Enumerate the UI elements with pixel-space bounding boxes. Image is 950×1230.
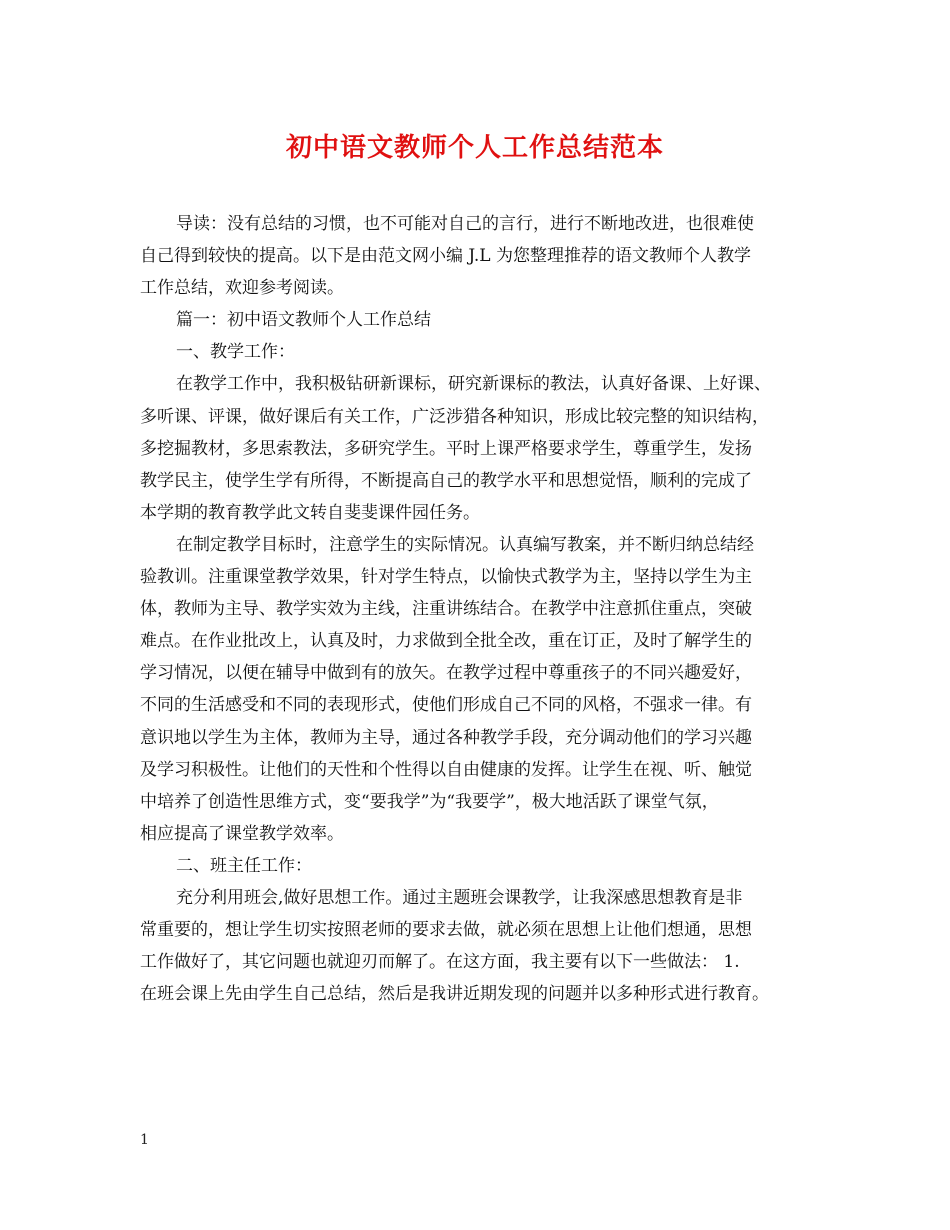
body-line: 充分利用班会,做好思想工作。通过主题班会课教学，让我深感思想教育是非: [176, 887, 743, 908]
body-line: 在制定教学目标时，注意学生的实际情况。认真编写教案，并不断归纳总结经: [176, 534, 754, 555]
section-heading: 一、教学工作：: [176, 342, 295, 363]
body-line: 多挖掘教材，多思索教法，多研究学生。平时上课严格要求学生，尊重学生，发扬: [140, 438, 752, 459]
body-line: 工作做好了，其它问题也就迎刃而解了。在这方面，我主要有以下一些做法： 1.: [140, 952, 740, 973]
body-line: 教学民主，使学生学有所得，不断提高自己的教学水平和思想觉悟，顺利的完成了: [140, 470, 752, 491]
body-line: 难点。在作业批改上，认真及时，力求做到全批全改，重在订正，及时了解学生的: [140, 631, 752, 652]
body-line: 常重要的，想让学生切实按照老师的要求去做，就必须在思想上让他们想通，思想: [140, 920, 752, 941]
body-line: 验教训。注重课堂教学效果，针对学生特点，以愉快式教学为主，坚持以学生为主: [140, 567, 752, 588]
body-line: 相应提高了课堂教学效率。: [140, 823, 344, 844]
body-line: 本学期的教育教学此文转自斐斐课件园任务。: [140, 502, 480, 523]
body-line: 体，教师为主导、教学实效为主线，注重讲练结合。在教学中注意抓住重点，突破: [140, 599, 752, 620]
body-line: 在教学工作中，我积极钻研新课标，研究新课标的教法，认真好备课、上好课、: [176, 374, 771, 395]
body-line: 在班会课上先由学生自己总结，然后是我讲近期发现的问题并以多种形式进行教育。: [140, 984, 769, 1005]
body-line: 工作总结，欢迎参考阅读。: [140, 278, 344, 299]
page-number: 1: [140, 1132, 149, 1148]
document-body: [140, 208, 812, 1010]
body-line: 中培养了创造性思维方式，变“要我学”为“我要学”，极大地活跃了课堂气氛，: [140, 791, 719, 812]
body-line: 意识地以学生为主体，教师为主导，通过各种教学手段，充分调动他们的学习兴趣: [140, 727, 752, 748]
body-line: 自己得到较快的提高。以下是由范文网小编 J.L 为您整理推荐的语文教师个人教学: [140, 246, 751, 267]
body-line: 多听课、评课，做好课后有关工作，广泛涉猎各种知识，形成比较完整的知识结构，: [140, 406, 769, 427]
section-heading: 二、班主任工作：: [176, 855, 312, 876]
body-line: 不同的生活感受和不同的表现形式，使他们形成自己不同的风格，不强求一律。有: [140, 695, 752, 716]
section-heading: 篇一：初中语文教师个人工作总结: [176, 310, 431, 331]
document-title: 初中语文教师个人工作总结范本: [285, 133, 664, 163]
body-line: 导读：没有总结的习惯，也不可能对自己的言行，进行不断地改进，也很难使: [176, 214, 754, 234]
body-line: 及学习积极性。让他们的天性和个性得以自由健康的发挥。让学生在视、听、触觉: [140, 759, 752, 780]
body-line: 学习情况，以便在辅导中做到有的放矢。在教学过程中尊重孩子的不同兴趣爱好，: [140, 663, 752, 684]
